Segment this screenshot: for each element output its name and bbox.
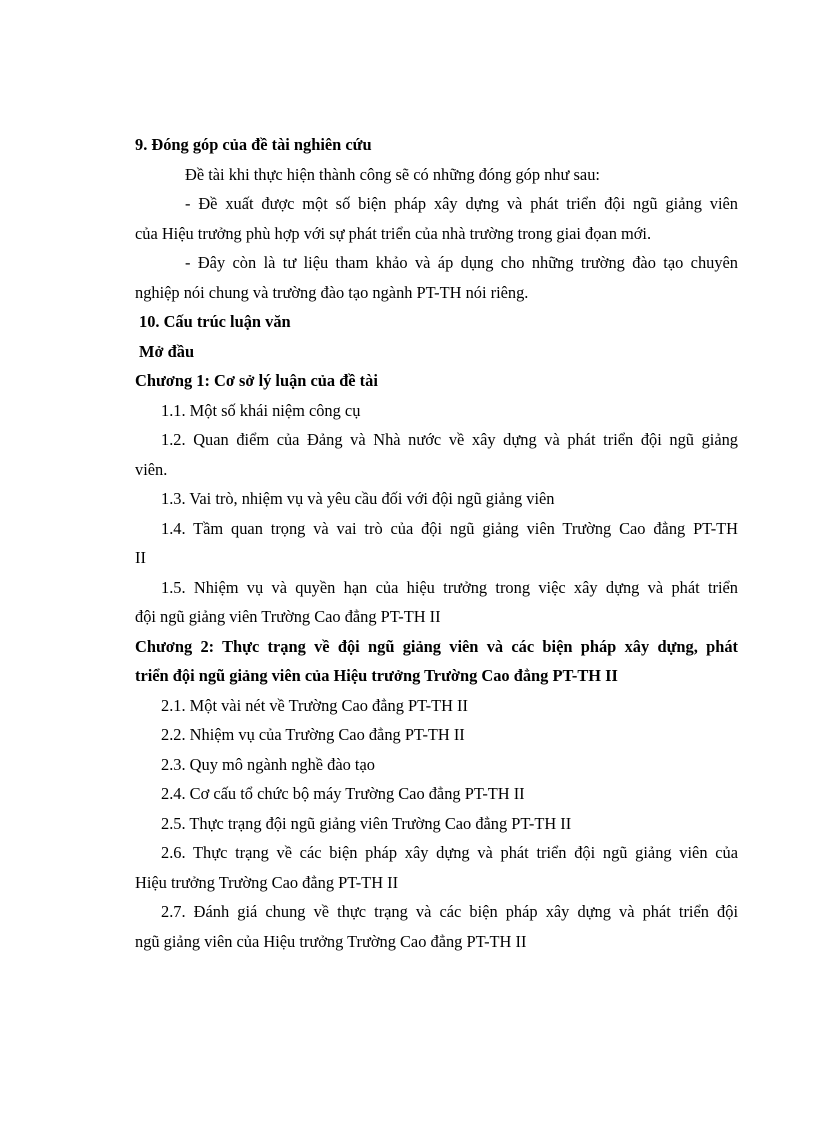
- chapter-2-item-1: 2.1. Một vài nét về Trường Cao đẳng PT-TH II: [161, 695, 468, 715]
- chapter-2-item-6-line-1: 2.6. Thực trạng về các biện pháp xây dựng và phát triển đội ngũ giảng viên của: [161, 843, 738, 862]
- chapter-1-item-2-line-1: 1.2. Quan điểm của Đảng và Nhà nước về xây dựng và phát triển đội ngũ giảng: [161, 430, 738, 449]
- chapter-2-item-3: 2.3. Quy mô ngành nghề đào tạo: [161, 754, 375, 774]
- contribution-1-line-1: - Đề xuất được một số biện pháp xây dựng và phát triển đội ngũ giảng viên: [185, 194, 738, 213]
- chapter-2-title-line-1: Chương 2: Thực trạng về đội ngũ giảng viên và các biện pháp xây dựng, phát: [135, 636, 738, 656]
- contribution-2-line-1: - Đây còn là tư liệu tham khảo và áp dụng cho những trường đào tạo chuyên: [185, 253, 738, 272]
- chapter-1-item-2-line-2: viên.: [135, 459, 168, 479]
- chapter-2-item-7-line-1: 2.7. Đánh giá chung về thực trạng và các biện pháp xây dựng và phát triển đội: [161, 902, 738, 921]
- chapter-1-title: Chương 1: Cơ sở lý luận của đề tài: [135, 371, 378, 390]
- document-page: [135, 130, 738, 956]
- chapter-1-item-5-line-1: 1.5. Nhiệm vụ và quyền hạn của hiệu trưởng trong việc xây dựng và phát triển: [161, 577, 738, 597]
- chapter-2-item-7-line-2: ngũ giảng viên của Hiệu trưởng Trường Cao đẳng PT-TH II: [135, 931, 527, 951]
- section-9-intro: Đề tài khi thực hiện thành công sẽ có những đóng góp như sau:: [185, 164, 600, 184]
- chapter-2-item-2: 2.2. Nhiệm vụ của Trường Cao đẳng PT-TH II: [161, 725, 465, 744]
- chapter-2-item-4: 2.4. Cơ cấu tổ chức bộ máy Trường Cao đẳng PT-TH II: [161, 784, 525, 803]
- intro-heading: Mở đầu: [139, 341, 195, 361]
- contribution-2-line-2: nghiệp nói chung và trường đào tạo ngành PT-TH nói riêng.: [135, 282, 529, 302]
- chapter-2-item-5: 2.5. Thực trạng đội ngũ giảng viên Trường Cao đẳng PT-TH II: [161, 813, 572, 833]
- chapter-2-title-line-2: triển đội ngũ giảng viên của Hiệu trưởng Trường Cao đẳng PT-TH II: [135, 666, 618, 685]
- chapter-1-item-5-line-2: đội ngũ giảng viên Trường Cao đẳng PT-TH II: [135, 607, 441, 626]
- chapter-1-item-4-line-2: II: [135, 548, 146, 567]
- section-9-heading: 9. Đóng góp của đề tài nghiên cứu: [135, 135, 372, 154]
- section-10-heading: 10. Cấu trúc luận văn: [139, 312, 291, 331]
- contribution-1-line-2: của Hiệu trưởng phù hợp với sự phát triển của nhà trường trong giai đọan mới.: [135, 223, 652, 243]
- chapter-1-item-4-line-1: 1.4. Tầm quan trọng và vai trò của đội ngũ giảng viên Trường Cao đẳng PT-TH: [161, 518, 738, 538]
- chapter-2-item-6-line-2: Hiệu trưởng Trường Cao đẳng PT-TH II: [135, 872, 399, 892]
- chapter-1-item-1: 1.1. Một số khái niệm công cụ: [161, 400, 361, 420]
- chapter-1-item-3: 1.3. Vai trò, nhiệm vụ và yêu cầu đối với đội ngũ giảng viên: [161, 489, 555, 508]
